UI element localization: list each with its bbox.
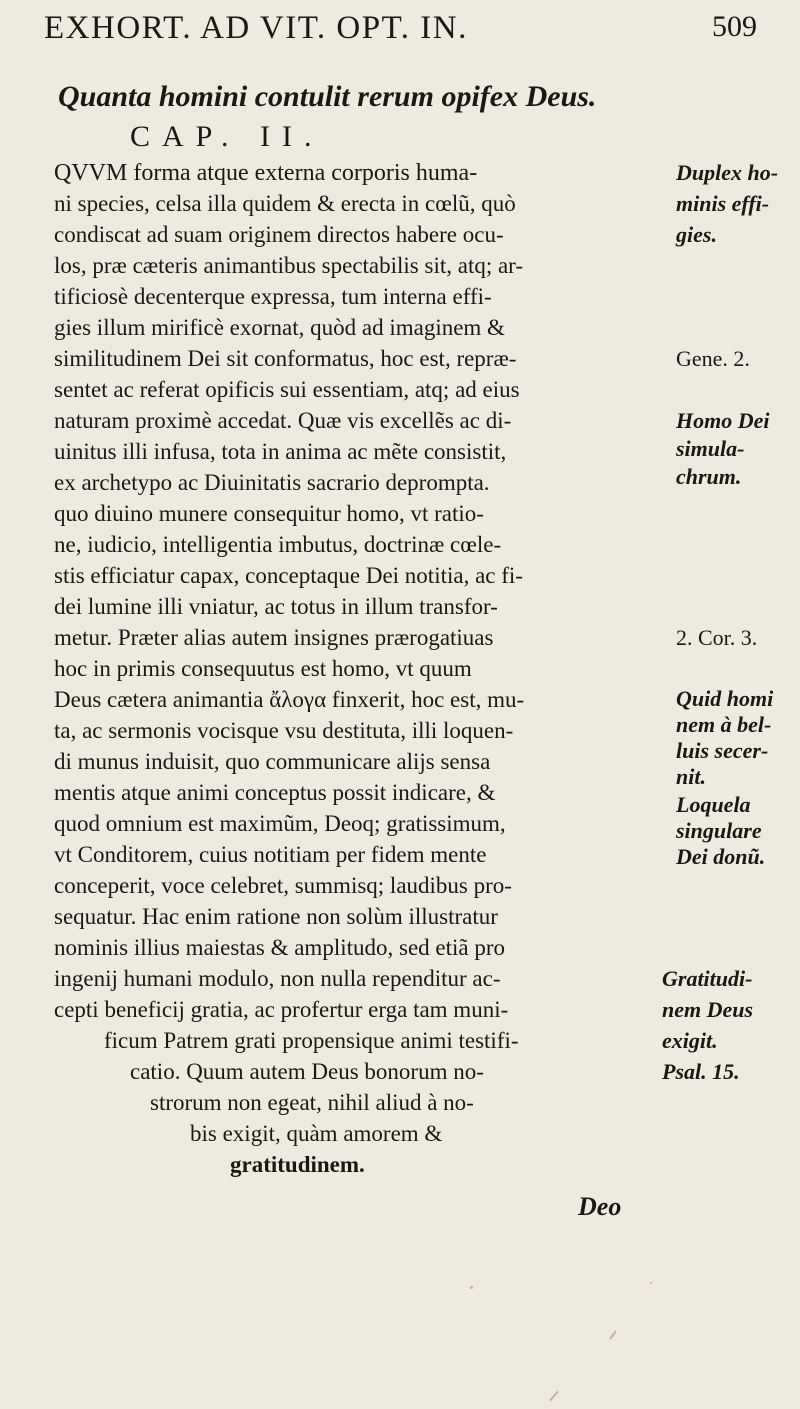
body-line: sequatur. Hac enim ratione non solùm illustratur <box>54 904 498 929</box>
running-head <box>44 10 757 47</box>
margin-note: nem à bel- <box>676 712 772 737</box>
page-number: 509 <box>712 10 757 43</box>
body-line: ex archetypo ac Diuinitatis sacrario deprompta. <box>54 470 490 495</box>
body-line: similitudinem Dei sit conformatus, hoc est, repræ- <box>54 346 517 371</box>
body-line: ingenij humani modulo, non nulla rependitur ac- <box>54 966 501 991</box>
body-line: strorum non egeat, nihil aliud à no- <box>150 1090 474 1115</box>
margin-note: exigit. <box>662 1028 718 1053</box>
body-line: gratitudinem. <box>230 1152 365 1177</box>
margin-note: chrum. <box>676 464 742 489</box>
body-line: condiscat ad suam originem directos habere ocu- <box>54 222 504 247</box>
body-line: catio. Quum autem Deus bonorum no- <box>130 1059 484 1084</box>
body-line: ficum Patrem grati propensique animi testifi- <box>104 1028 519 1053</box>
margin-note: Dei donũ. <box>676 844 766 869</box>
body-line: uinitus illi infusa, tota in anima ac mẽte consistit, <box>54 439 507 464</box>
body-line: ta, ac sermonis vocisque vsu destituta, illi loquen- <box>54 718 514 743</box>
body-line: Deus cætera animantia ἄλογα finxerit, hoc est, mu- <box>54 687 525 712</box>
margin-note: Gene. 2. <box>676 346 750 371</box>
margin-note: nem Deus <box>662 997 754 1022</box>
body-line: los, præ cæteris animantibus spectabilis sit, atq; ar- <box>54 253 524 278</box>
body-line: QVVM forma atque externa corporis huma- <box>54 160 478 186</box>
section-title: Quanta homini contulit rerum opifex Deus. <box>58 80 597 113</box>
body-line: metur. Præter alias autem insignes prærogatiuas <box>54 625 494 650</box>
body-line: quo diuino munere consequitur homo, vt ratio- <box>54 501 484 526</box>
margin-note: minis effi- <box>676 191 770 216</box>
body-line: hoc in primis consequutus est homo, vt quum <box>54 656 472 681</box>
body-line: sentet ac referat opificis sui essentiam, atq; ad eius <box>54 377 520 402</box>
body-line: cepti beneficij gratia, ac profertur erga tam muni- <box>54 997 509 1022</box>
body-line: mentis atque animi conceptus possit indicare, & <box>54 780 496 805</box>
body-line: tificiosè decenterque expressa, tum interna effi- <box>54 284 492 309</box>
chapter-heading: CAP. II. <box>130 120 324 153</box>
margin-note: singulare <box>676 818 762 843</box>
running-head-text: EXHORT. AD VIT. OPT. IN. <box>44 10 468 46</box>
body-line: naturam proximè accedat. Quæ vis excellẽs ac di- <box>54 408 512 433</box>
body-line: bis exigit, quàm amorem & <box>190 1121 443 1146</box>
margin-note: Gratitudi- <box>662 966 753 991</box>
body-line: quod omnium est maximũm, Deoq; gratissimum, <box>54 811 506 836</box>
body-line: di munus induisit, quo communicare alijs sensa <box>54 749 491 774</box>
margin-note: Quid homi <box>676 686 774 711</box>
margin-note: Homo Dei <box>676 408 770 433</box>
margin-note: nit. <box>676 764 706 789</box>
body-line: stis efficiatur capax, conceptaque Dei notitia, ac fi- <box>54 563 523 588</box>
margin-note: Loquela <box>676 792 751 817</box>
body-line: ne, iudicio, intelligentia imbutus, doctrinæ cœle- <box>54 532 502 557</box>
margin-note: Duplex ho- <box>676 160 779 185</box>
body-line: ni species, celsa illa quidem & erecta in cœlũ, quò <box>54 191 516 216</box>
margin-note: luis secer- <box>676 738 769 763</box>
margin-note: Psal. 15. <box>662 1059 740 1084</box>
catchword: Deo <box>578 1192 622 1221</box>
margin-note: 2. Cor. 3. <box>676 625 758 650</box>
body-line: gies illum mirificè exornat, quòd ad imaginem & <box>54 315 505 340</box>
margin-note: gies. <box>676 222 717 247</box>
body-line: vt Conditorem, cuius notitiam per fidem mente <box>54 842 487 867</box>
margin-note: simula- <box>676 436 745 461</box>
body-line: nominis illius maiestas & amplitudo, sed etiã pro <box>54 935 506 960</box>
body-line: dei lumine illi vniatur, ac totus in illum transfor- <box>54 594 498 619</box>
body-line: conceperit, voce celebret, summisq; laudibus pro- <box>54 873 512 898</box>
